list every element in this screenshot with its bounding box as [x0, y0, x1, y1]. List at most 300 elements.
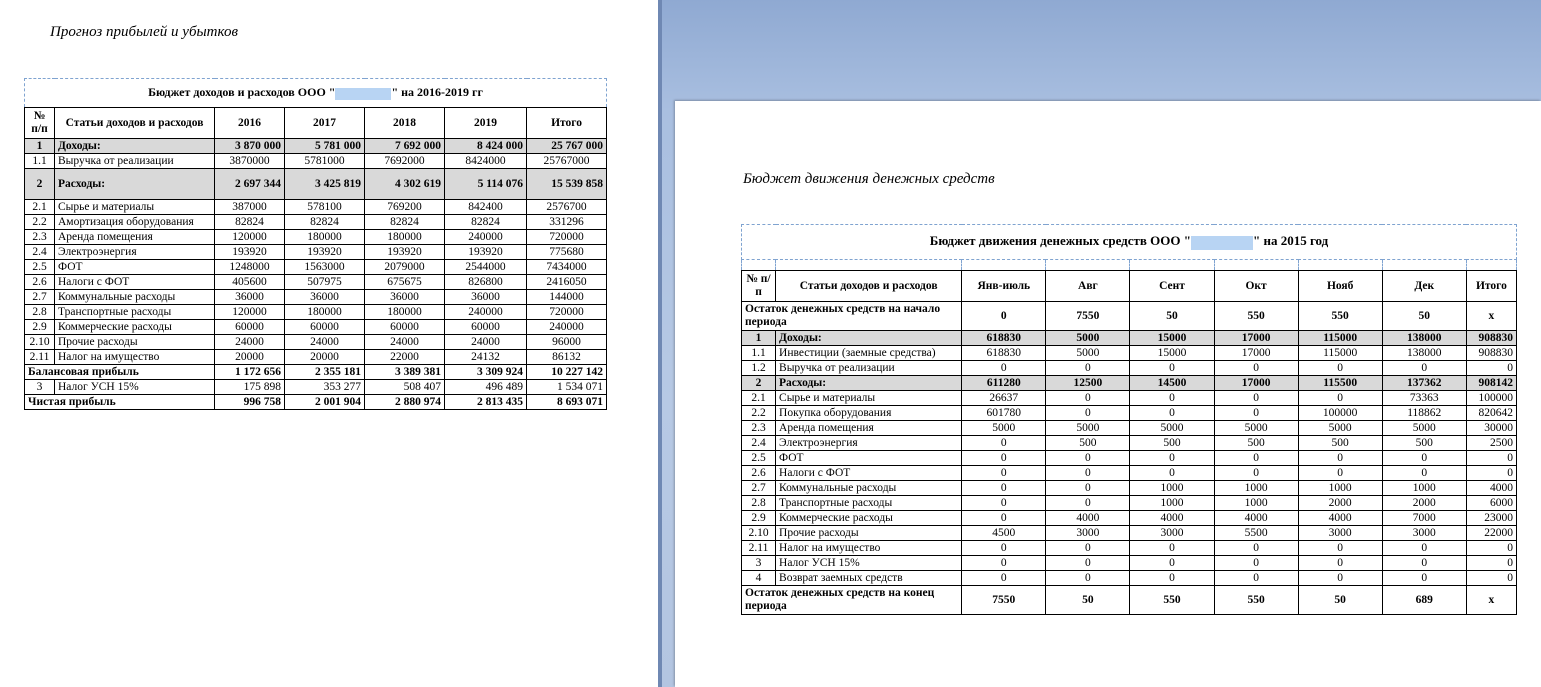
- row-value: 2000: [1382, 496, 1466, 511]
- table-row: [25, 335, 607, 350]
- row-value: 405600: [215, 275, 285, 290]
- row-value: 996 758: [215, 395, 285, 410]
- row-value: 10 227 142: [527, 365, 607, 380]
- row-value: 2 697 344: [215, 169, 285, 200]
- row-value: 0: [1298, 571, 1382, 586]
- row-item-name: Налоги с ФОТ: [55, 275, 215, 290]
- row-value: 4000: [1046, 511, 1130, 526]
- row-value: 5000: [1046, 421, 1130, 436]
- row-value: 100000: [1466, 391, 1516, 406]
- row-value: 820642: [1466, 406, 1516, 421]
- row-value: 175 898: [215, 380, 285, 395]
- redacted-company-name: [1191, 236, 1253, 250]
- row-value: 2000: [1298, 496, 1382, 511]
- row-value: 720000: [527, 305, 607, 320]
- row-value: 0: [1130, 571, 1214, 586]
- row-number: 2.10: [25, 335, 55, 350]
- row-value: 240000: [445, 230, 527, 245]
- row-value: 137362: [1382, 376, 1466, 391]
- row-value: 2 813 435: [445, 395, 527, 410]
- row-value: 0: [1466, 541, 1516, 556]
- row-value: 0: [1214, 466, 1298, 481]
- table-row: [742, 556, 1517, 571]
- row-value: 675675: [365, 275, 445, 290]
- row-value: 138000: [1382, 331, 1466, 346]
- row-value: 3 389 381: [365, 365, 445, 380]
- row-value: 14500: [1130, 376, 1214, 391]
- row-value: 22000: [1466, 526, 1516, 541]
- row-value: 720000: [527, 230, 607, 245]
- row-value: 496 489: [445, 380, 527, 395]
- row-value: 826800: [445, 275, 527, 290]
- row-value: 6000: [1466, 496, 1516, 511]
- row-value: 611280: [962, 376, 1046, 391]
- table-header-row: [742, 271, 1517, 302]
- row-number: 2.4: [742, 436, 776, 451]
- row-value: 0: [1130, 361, 1214, 376]
- table-row: [25, 290, 607, 305]
- row-item-name: Сырье и материалы: [776, 391, 962, 406]
- row-value: 0: [1298, 451, 1382, 466]
- row-item-name: Коммунальные расходы: [55, 290, 215, 305]
- table-row: [742, 466, 1517, 481]
- row-value: 618830: [962, 346, 1046, 361]
- row-value: 82824: [365, 215, 445, 230]
- row-value: 2544000: [445, 260, 527, 275]
- row-value: 0: [1466, 556, 1516, 571]
- row-value: 0: [1046, 451, 1130, 466]
- row-value: 7 692 000: [365, 139, 445, 154]
- heading-profit-loss: Прогноз прибылей и убытков: [50, 24, 238, 40]
- row-value: 0: [962, 541, 1046, 556]
- row-value: 2416050: [527, 275, 607, 290]
- row-value: 36000: [215, 290, 285, 305]
- cashflow-budget-table: [741, 224, 1517, 615]
- row-value: 144000: [527, 290, 607, 305]
- row-value: 5500: [1214, 526, 1298, 541]
- row-item-name: Покупка оборудования: [776, 406, 962, 421]
- row-value: 842400: [445, 200, 527, 215]
- row-value: 2 880 974: [365, 395, 445, 410]
- table-row: [25, 260, 607, 275]
- row-value: 20000: [215, 350, 285, 365]
- row-value: 82824: [215, 215, 285, 230]
- row-value: 775680: [527, 245, 607, 260]
- row-number: 2.11: [25, 350, 55, 365]
- row-value: 1563000: [285, 260, 365, 275]
- row-value: 550: [1298, 302, 1382, 331]
- row-value: 4500: [962, 526, 1046, 541]
- row-item-name: Налог на имущество: [776, 541, 962, 556]
- table-row: [742, 346, 1517, 361]
- table-row: [25, 245, 607, 260]
- column-header-y2016: 2016: [215, 108, 285, 139]
- row-item-name: Коммерческие расходы: [55, 320, 215, 335]
- table-header-row: [25, 108, 607, 139]
- row-value: 8424000: [445, 154, 527, 169]
- spacer-row: [742, 260, 1517, 271]
- row-number: 2.4: [25, 245, 55, 260]
- column-header-m2: Авг: [1046, 271, 1130, 302]
- row-value: 5 114 076: [445, 169, 527, 200]
- opening-balance-row: [742, 302, 1517, 331]
- table-row: [742, 436, 1517, 451]
- row-value: 50: [1382, 302, 1466, 331]
- row-number: 2.7: [742, 481, 776, 496]
- row-number: 2: [25, 169, 55, 200]
- row-value: 118862: [1382, 406, 1466, 421]
- table-row: [25, 230, 607, 245]
- row-value: 908142: [1466, 376, 1516, 391]
- row-value: 82824: [445, 215, 527, 230]
- row-value: 0: [1382, 571, 1466, 586]
- row-value: 3 870 000: [215, 139, 285, 154]
- row-item-name: Выручка от реализации: [776, 361, 962, 376]
- row-number: 1: [742, 331, 776, 346]
- table-caption-row: [25, 79, 607, 108]
- row-value: 507975: [285, 275, 365, 290]
- row-value: 0: [962, 511, 1046, 526]
- row-value: 5000: [962, 421, 1046, 436]
- row-number: 2.6: [25, 275, 55, 290]
- row-value: 0: [1130, 391, 1214, 406]
- row-value: 550: [1214, 302, 1298, 331]
- row-item-name: Электроэнергия: [776, 436, 962, 451]
- row-value: 15000: [1130, 331, 1214, 346]
- column-header-m5: Нояб: [1298, 271, 1382, 302]
- table-row: [742, 451, 1517, 466]
- row-item-name: Транспортные расходы: [55, 305, 215, 320]
- row-value: 908830: [1466, 346, 1516, 361]
- row-value: 15 539 858: [527, 169, 607, 200]
- row-value: 180000: [365, 305, 445, 320]
- row-value: 36000: [365, 290, 445, 305]
- row-value: 0: [1466, 451, 1516, 466]
- row-value: 0: [1466, 361, 1516, 376]
- column-header-m1: Янв-июль: [962, 271, 1046, 302]
- row-value: 0: [962, 436, 1046, 451]
- row-value: 17000: [1214, 331, 1298, 346]
- row-item-name: Налог УСН 15%: [55, 380, 215, 395]
- row-item-name: Амортизация оборудования: [55, 215, 215, 230]
- row-value: 0: [1382, 556, 1466, 571]
- row-value: 387000: [215, 200, 285, 215]
- row-value: 8 424 000: [445, 139, 527, 154]
- row-value: 3 309 924: [445, 365, 527, 380]
- row-value: 3 425 819: [285, 169, 365, 200]
- row-value: 0: [1214, 451, 1298, 466]
- row-value: 3000: [1298, 526, 1382, 541]
- caption-prefix: Бюджет движения денежных средств ООО ": [929, 233, 1191, 249]
- row-value: 1000: [1382, 481, 1466, 496]
- row-value: 8 693 071: [527, 395, 607, 410]
- row-value: 24000: [215, 335, 285, 350]
- row-value: 500: [1046, 436, 1130, 451]
- row-value: 0: [1130, 556, 1214, 571]
- caption-suffix: " на 2015 год: [1252, 233, 1329, 249]
- row-value: 0: [1046, 466, 1130, 481]
- row-value: 50: [1046, 586, 1130, 615]
- row-item-name: Сырье и материалы: [55, 200, 215, 215]
- row-value: 2500: [1466, 436, 1516, 451]
- column-header-m3: Сент: [1130, 271, 1214, 302]
- table-row: [742, 571, 1517, 586]
- row-value: 1000: [1214, 496, 1298, 511]
- row-item-name: Расходы:: [776, 376, 962, 391]
- row-value: 0: [962, 302, 1046, 331]
- row-number: 1.1: [742, 346, 776, 361]
- row-item-name: Коммерческие расходы: [776, 511, 962, 526]
- row-value: 7550: [962, 586, 1046, 615]
- row-value: 240000: [445, 305, 527, 320]
- row-value: 26637: [962, 391, 1046, 406]
- row-value: 1 172 656: [215, 365, 285, 380]
- table-row: [742, 496, 1517, 511]
- row-value: 1000: [1214, 481, 1298, 496]
- row-value: 120000: [215, 230, 285, 245]
- row-value: 1000: [1298, 481, 1382, 496]
- row-value: 5000: [1046, 331, 1130, 346]
- row-value: 0: [1046, 361, 1130, 376]
- row-number: 2.7: [25, 290, 55, 305]
- row-value: 73363: [1382, 391, 1466, 406]
- column-header-item: Статьи доходов и расходов: [776, 271, 962, 302]
- spacer-cell: [1046, 260, 1130, 271]
- row-value: 2576700: [527, 200, 607, 215]
- row-value: 0: [1298, 541, 1382, 556]
- row-value: 0: [1298, 556, 1382, 571]
- row-value: 60000: [285, 320, 365, 335]
- table-row: [742, 481, 1517, 496]
- row-value: 7550: [1046, 302, 1130, 331]
- table-row: [742, 391, 1517, 406]
- row-value: 0: [1382, 361, 1466, 376]
- row-value: 0: [962, 496, 1046, 511]
- caption-suffix: " на 2016-2019 гг: [391, 85, 483, 100]
- row-value: 4000: [1214, 511, 1298, 526]
- row-value: 24000: [445, 335, 527, 350]
- row-value: 22000: [365, 350, 445, 365]
- row-value: 2 001 904: [285, 395, 365, 410]
- row-value: 17000: [1214, 346, 1298, 361]
- row-number: 2.1: [25, 200, 55, 215]
- row-value: 0: [1046, 496, 1130, 511]
- row-value: 0: [1130, 451, 1214, 466]
- row-value: x: [1466, 302, 1516, 331]
- row-value: 193920: [365, 245, 445, 260]
- row-value: 0: [1382, 541, 1466, 556]
- page-right: [675, 101, 1541, 687]
- row-item-name: Остаток денежных средств на конец периода: [742, 586, 962, 615]
- row-item-name: Электроэнергия: [55, 245, 215, 260]
- row-value: 500: [1130, 436, 1214, 451]
- row-number: 3: [742, 556, 776, 571]
- row-value: 0: [1298, 466, 1382, 481]
- row-value: 7434000: [527, 260, 607, 275]
- row-number: 1.2: [742, 361, 776, 376]
- table-row: [25, 169, 607, 200]
- row-value: 331296: [527, 215, 607, 230]
- column-header-item: Статьи доходов и расходов: [55, 108, 215, 139]
- row-item-name: Прочие расходы: [55, 335, 215, 350]
- row-value: 4000: [1130, 511, 1214, 526]
- row-value: 96000: [527, 335, 607, 350]
- row-value: 4 302 619: [365, 169, 445, 200]
- row-value: 115000: [1298, 331, 1382, 346]
- column-header-m6: Дек: [1382, 271, 1466, 302]
- column-header-total: Итого: [1466, 271, 1516, 302]
- row-value: 86132: [527, 350, 607, 365]
- row-item-name: ФОТ: [55, 260, 215, 275]
- row-value: 500: [1382, 436, 1466, 451]
- table-row: [742, 511, 1517, 526]
- row-value: 3000: [1046, 526, 1130, 541]
- row-value: 0: [1214, 541, 1298, 556]
- row-number: 2: [742, 376, 776, 391]
- row-value: 0: [1046, 556, 1130, 571]
- row-value: 550: [1130, 586, 1214, 615]
- row-item-name: ФОТ: [776, 451, 962, 466]
- row-value: 115500: [1298, 376, 1382, 391]
- row-item-name: Инвестиции (заемные средства): [776, 346, 962, 361]
- row-item-name: Доходы:: [55, 139, 215, 154]
- row-value: 578100: [285, 200, 365, 215]
- table-caption-row: [742, 225, 1517, 260]
- column-header-y2018: 2018: [365, 108, 445, 139]
- row-item-name: Налог УСН 15%: [776, 556, 962, 571]
- row-value: 0: [1046, 481, 1130, 496]
- row-value: 36000: [445, 290, 527, 305]
- spacer-cell: [1466, 260, 1516, 271]
- row-value: 138000: [1382, 346, 1466, 361]
- row-value: 0: [1382, 451, 1466, 466]
- row-value: 180000: [285, 305, 365, 320]
- row-number: 2.2: [742, 406, 776, 421]
- row-value: 20000: [285, 350, 365, 365]
- row-value: 23000: [1466, 511, 1516, 526]
- row-value: 24000: [285, 335, 365, 350]
- heading-cashflow: Бюджет движения денежных средств: [743, 171, 995, 187]
- row-value: 0: [1130, 406, 1214, 421]
- row-value: 2 355 181: [285, 365, 365, 380]
- row-number: 2.1: [742, 391, 776, 406]
- row-number: 3: [25, 380, 55, 395]
- table-row: [742, 376, 1517, 391]
- spacer-cell: [1382, 260, 1466, 271]
- row-number: 2.9: [742, 511, 776, 526]
- row-number: 2.8: [25, 305, 55, 320]
- row-value: 5000: [1298, 421, 1382, 436]
- row-value: 120000: [215, 305, 285, 320]
- row-value: 0: [962, 466, 1046, 481]
- table-row: [742, 541, 1517, 556]
- table-row: [25, 350, 607, 365]
- row-value: 180000: [365, 230, 445, 245]
- table-row: [25, 200, 607, 215]
- row-item-name: Чистая прибыль: [25, 395, 215, 410]
- row-value: 50: [1130, 302, 1214, 331]
- row-value: 0: [1298, 361, 1382, 376]
- spacer-cell: [742, 260, 776, 271]
- row-value: 5781000: [285, 154, 365, 169]
- row-item-name: Остаток денежных средств на начало периода: [742, 302, 962, 331]
- row-value: 0: [1214, 361, 1298, 376]
- row-value: 0: [1046, 391, 1130, 406]
- row-number: 2.5: [742, 451, 776, 466]
- table-row: [25, 215, 607, 230]
- tax-row: [25, 380, 607, 395]
- row-value: 689: [1382, 586, 1466, 615]
- row-value: 769200: [365, 200, 445, 215]
- row-value: 4000: [1466, 481, 1516, 496]
- row-value: 0: [1214, 391, 1298, 406]
- row-value: 17000: [1214, 376, 1298, 391]
- row-value: 2079000: [365, 260, 445, 275]
- row-value: 618830: [962, 331, 1046, 346]
- row-value: 50: [1298, 586, 1382, 615]
- row-item-name: Прочие расходы: [776, 526, 962, 541]
- row-value: 240000: [527, 320, 607, 335]
- row-value: 0: [962, 361, 1046, 376]
- row-value: 100000: [1298, 406, 1382, 421]
- column-header-num: № п/п: [25, 108, 55, 139]
- table-row: [25, 139, 607, 154]
- spacer-cell: [776, 260, 962, 271]
- row-item-name: Аренда помещения: [55, 230, 215, 245]
- row-item-name: Налоги с ФОТ: [776, 466, 962, 481]
- row-item-name: Возврат заемных средств: [776, 571, 962, 586]
- row-value: 0: [1130, 541, 1214, 556]
- row-value: x: [1466, 586, 1516, 615]
- row-number: 2.5: [25, 260, 55, 275]
- table-row: [25, 275, 607, 290]
- column-header-num: № п/п: [742, 271, 776, 302]
- row-value: 36000: [285, 290, 365, 305]
- row-value: 0: [1046, 406, 1130, 421]
- row-number: 2.6: [742, 466, 776, 481]
- table-caption: [25, 79, 607, 108]
- income-expense-budget-table: [24, 78, 607, 410]
- row-item-name: Доходы:: [776, 331, 962, 346]
- page-left: [0, 0, 658, 687]
- row-value: 500: [1298, 436, 1382, 451]
- row-item-name: Транспортные расходы: [776, 496, 962, 511]
- row-value: 3000: [1130, 526, 1214, 541]
- row-value: 115000: [1298, 346, 1382, 361]
- row-value: 60000: [215, 320, 285, 335]
- row-value: 0: [1466, 571, 1516, 586]
- caption-prefix: Бюджет доходов и расходов ООО ": [148, 85, 336, 100]
- row-number: 2.11: [742, 541, 776, 556]
- row-value: 193920: [215, 245, 285, 260]
- row-value: 0: [1214, 571, 1298, 586]
- row-number: 2.10: [742, 526, 776, 541]
- row-value: 0: [962, 571, 1046, 586]
- row-value: 5000: [1130, 421, 1214, 436]
- row-value: 0: [1214, 556, 1298, 571]
- row-value: 0: [1046, 571, 1130, 586]
- row-item-name: Выручка от реализации: [55, 154, 215, 169]
- row-number: 2.9: [25, 320, 55, 335]
- row-value: 60000: [365, 320, 445, 335]
- row-value: 193920: [285, 245, 365, 260]
- row-value: 7692000: [365, 154, 445, 169]
- row-item-name: Балансовая прибыль: [25, 365, 215, 380]
- row-value: 0: [1130, 466, 1214, 481]
- table-row: [742, 526, 1517, 541]
- row-number: 2.2: [25, 215, 55, 230]
- row-value: 5 781 000: [285, 139, 365, 154]
